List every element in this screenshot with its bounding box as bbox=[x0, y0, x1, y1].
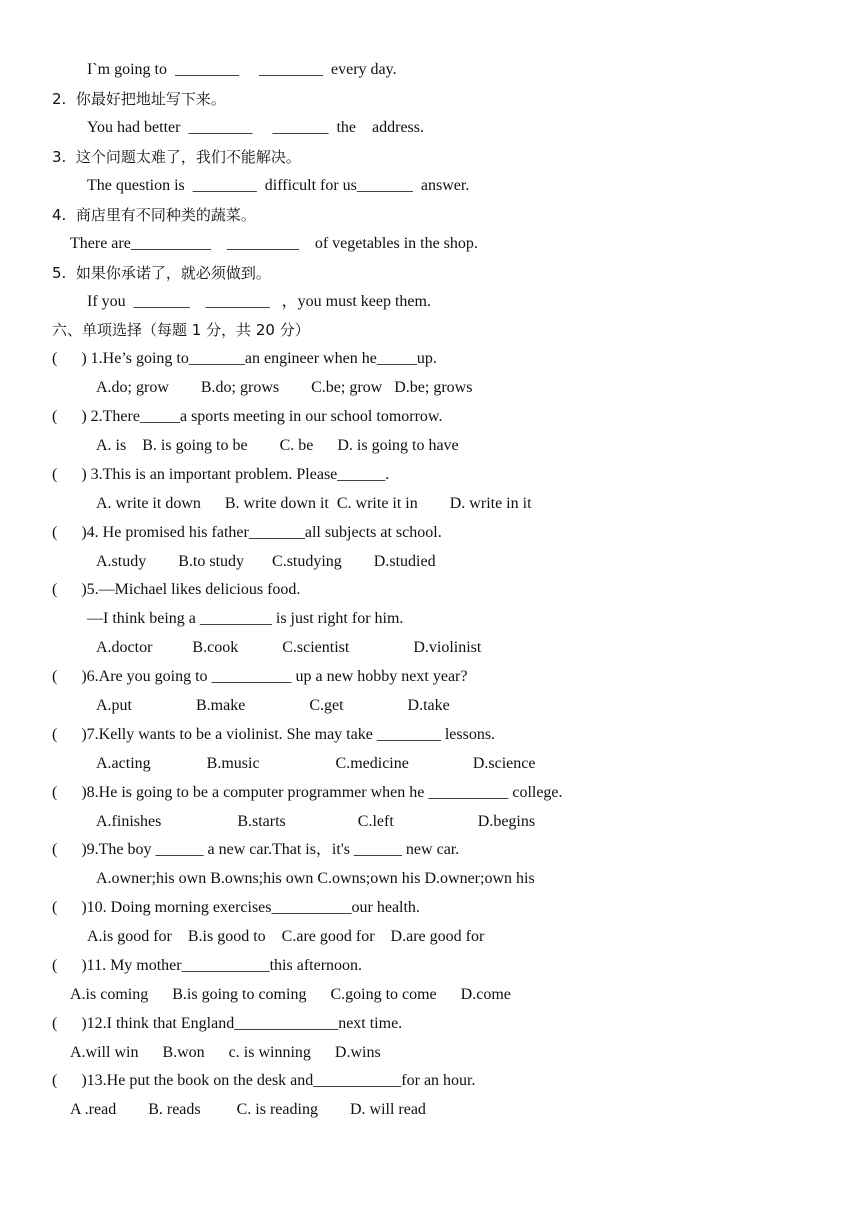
question-line: ( )12.I think that England_____________next time. bbox=[52, 1015, 403, 1032]
question-line: ( )5.—Michael likes delicious food. bbox=[52, 581, 301, 598]
text-line: I`m going to ________ ________ every day. bbox=[87, 61, 397, 78]
options-line: A.will win B.won c. is winning D.wins bbox=[70, 1044, 381, 1061]
question-heading: 4. 商店里有不同种类的蔬菜。 bbox=[52, 206, 256, 224]
text-line: There are__________ _________ of vegetables in the shop. bbox=[70, 235, 478, 252]
options-line: A .read B. reads C. is reading D. will read bbox=[70, 1101, 426, 1118]
question-heading: 2. 你最好把地址写下来。 bbox=[52, 90, 226, 108]
question-line: ( )10. Doing morning exercises__________our health. bbox=[52, 899, 420, 916]
options-line: A. write it down B. write down it C. write it in D. write in it bbox=[96, 495, 532, 512]
text-line: You had better ________ _______ the address. bbox=[87, 119, 425, 136]
text-line: The question is ________ difficult for us_______ answer. bbox=[87, 177, 470, 194]
options-line: A.is good for B.is good to C.are good for D.are good for bbox=[87, 928, 485, 945]
options-line: A.doctor B.cook C.scientist D.violinist bbox=[96, 639, 482, 656]
question-line: ( )11. My mother___________this afternoon. bbox=[52, 957, 363, 974]
options-line: A. is B. is going to be C. be D. is going to have bbox=[96, 437, 459, 454]
question-line: ( ) 1.He’s going to_______an engineer when he_____up. bbox=[52, 350, 437, 367]
question-line: ( ) 3.This is an important problem. Please______. bbox=[52, 466, 390, 483]
options-line: A.finishes B.starts C.left D.begins bbox=[96, 813, 536, 830]
question-line: —I think being a _________ is just right for him. bbox=[87, 610, 404, 627]
options-line: A.put B.make C.get D.take bbox=[96, 697, 450, 714]
question-line: ( ) 2.There_____a sports meeting in our school tomorrow. bbox=[52, 408, 443, 425]
question-line: ( )6.Are you going to __________ up a new hobby next year? bbox=[52, 668, 468, 685]
question-line: ( )7.Kelly wants to be a violinist. She may take ________ lessons. bbox=[52, 726, 496, 743]
options-line: A.is coming B.is going to coming C.going to come D.come bbox=[70, 986, 511, 1003]
question-line: ( )9.The boy ______ a new car.That is，it's ______ new car. bbox=[52, 841, 460, 858]
options-line: A.owner;his own B.owns;his own C.owns;own his D.owner;own his bbox=[96, 870, 535, 887]
options-line: A.acting B.music C.medicine D.science bbox=[96, 755, 536, 772]
text-line: If you _______ ________ ，you must keep them. bbox=[87, 293, 431, 310]
question-line: ( )8.He is going to be a computer programmer when he __________ college. bbox=[52, 784, 563, 801]
section-title: 六、单项选择（每题 1 分，共 20 分） bbox=[52, 321, 310, 339]
question-heading: 5. 如果你承诺了，就必须做到。 bbox=[52, 264, 271, 282]
question-line: ( )13.He put the book on the desk and___________for an hour. bbox=[52, 1072, 476, 1089]
options-line: A.study B.to study C.studying D.studied bbox=[96, 553, 436, 570]
options-line: A.do; grow B.do; grows C.be; grow D.be; grows bbox=[96, 379, 473, 396]
question-line: ( )4. He promised his father_______all subjects at school. bbox=[52, 524, 442, 541]
question-heading: 3. 这个问题太难了，我们不能解决。 bbox=[52, 148, 301, 166]
